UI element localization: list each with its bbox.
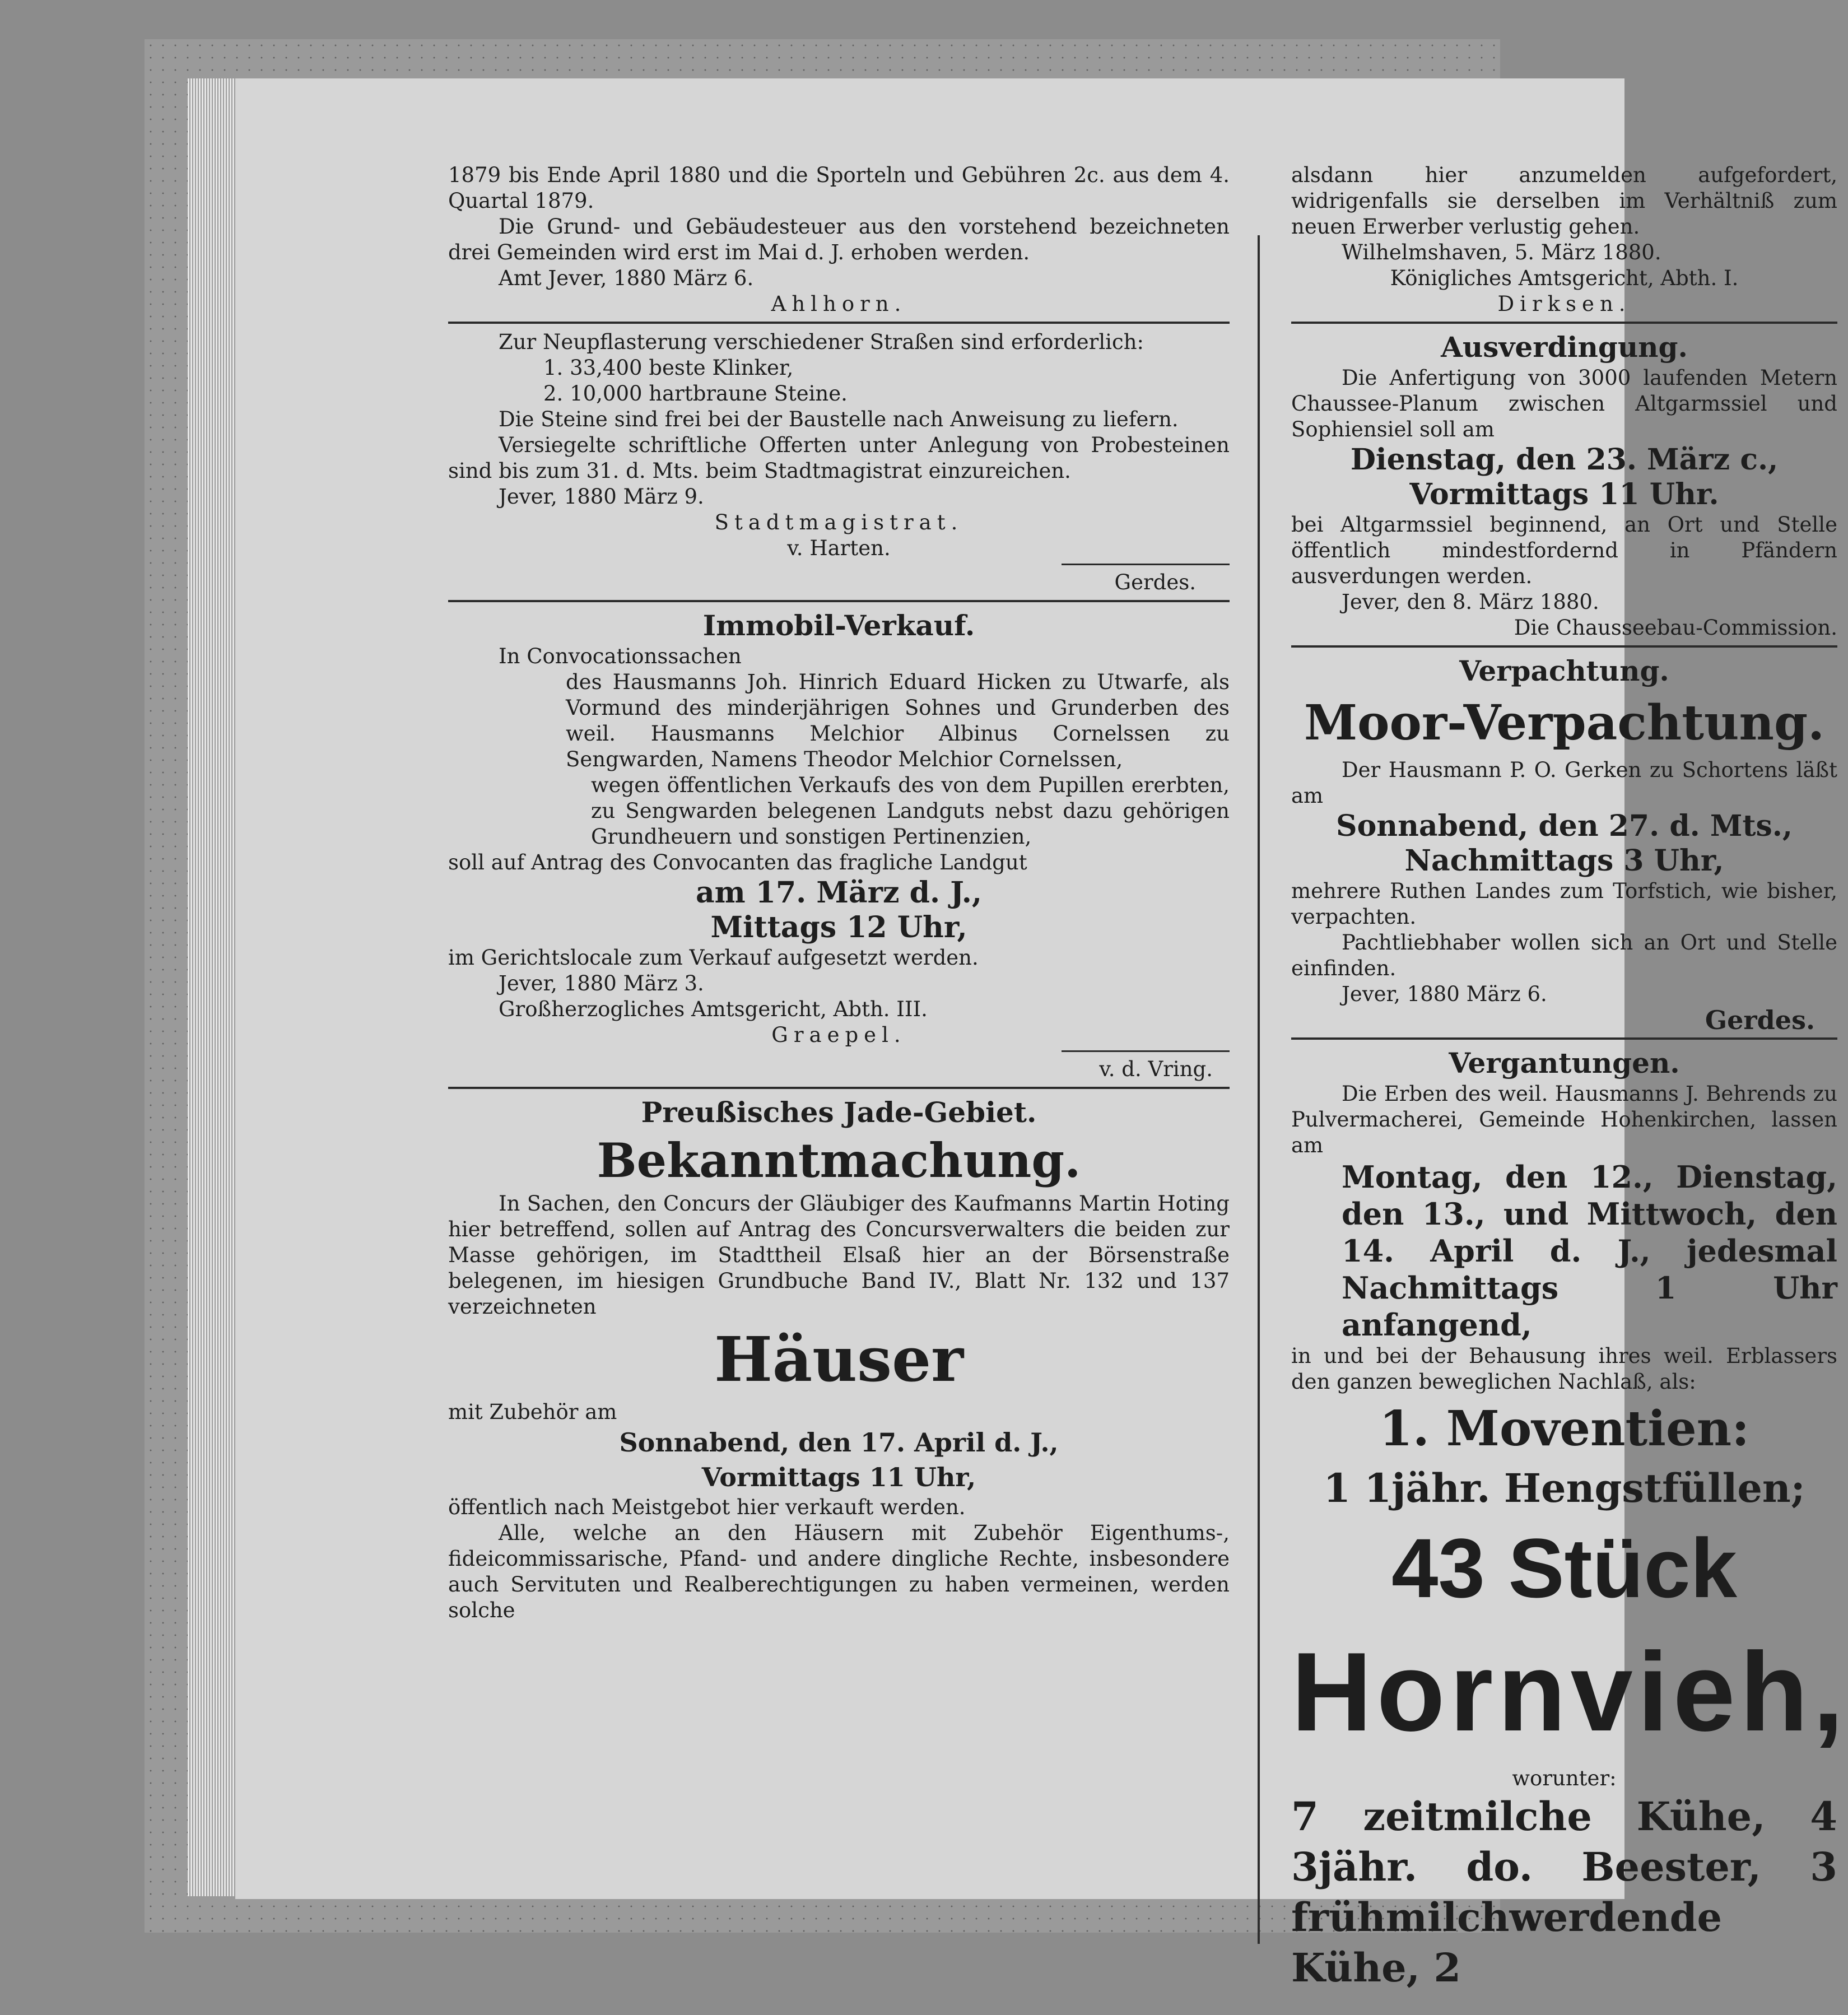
vergant-stueck: 43 Stück [1391,1521,1737,1615]
intro-date: Amt Jever, 1880 März 6. [499,266,754,290]
verp-date-2: Nachmittags 3 Uhr, [1404,844,1724,878]
vergant-moventien: 1. Moventien: [1379,1400,1749,1457]
rule [448,600,1230,602]
rule [448,322,1230,324]
ausv-text: Die Anfertigung von 3000 laufenden Metern Chaussee-Planum zwischen Altgarmssiel und Sophiensiel soll am [1291,366,1837,441]
right-column [1291,162,1848,1993]
immobil-date-1: am 17. März d. J., [695,876,982,910]
immobil-text-2: im Gerichtslocale zum Verkauf aufgesetzt werden. [448,946,979,970]
ausv-title: Ausverdingung. [1441,331,1688,364]
jade-date-1: Sonnabend, den 17. April d. J., [619,1427,1059,1458]
verp-place: Jever, 1880 März 6. [1342,982,1547,1006]
jade-heading: Preußisches Jade-Gebiet. [641,1096,1037,1129]
newspaper-page [235,78,1848,1991]
vergant-hornvieh: Hornvieh, [1291,1630,1848,1755]
intro-signature: Ahlhorn. [771,292,907,316]
immobil-title: Immobil-Verkauf. [702,609,975,642]
verp-text-2: mehrere Ruthen Landes zum Torfstich, wie bisher, verpachten. [1291,879,1837,929]
continuation-text: alsdann hier anzumelden aufgefordert, widrigenfalls sie derselben im Verhältniß zum neuen Erwerber verlustig gehen. [1291,163,1837,239]
intro-paragraph-2: Die Grund- und Gebäudesteuer aus den vorstehend bezeichneten drei Gemeinden wird erst im Mai d. J. erhoben werden. [448,215,1230,264]
rule [1291,645,1837,648]
verp-text: Der Hausmann P. O. Gerken zu Schortens läßt am [1291,758,1837,808]
continuation-signature: Dirksen. [1497,292,1631,316]
column-divider [1258,235,1260,1944]
intro-paragraph-1: 1879 bis Ende April 1880 und die Sporteln und Gebühren 2c. aus dem 4. Quartal 1879. [448,163,1230,213]
immobil-block-2: wegen öffentlichen Verkaufs des von dem Pupillen ererbten, zu Sengwarden belegenen Landguts nebst dazu gehörigen Grundheuern und sonstigen Pertinenzien, [591,773,1230,849]
continuation-date: Wilhelmshaven, 5. März 1880. [1342,240,1661,264]
immobil-block-1: des Hausmanns Joh. Hinrich Eduard Hicken zu Utwarfe, als Vormund des minderjährigen Sohnes und Grunderben des weil. Hausmanns Melchior Albinus Cornelssen zu Sengwarden, Namens Theodor Melchior Cornelssen, [566,670,1230,771]
jade-date-2: Vormittags 11 Uhr, [701,1462,976,1492]
vergant-dates: Montag, den 12., Dienstag, den 13., und Mittwoch, den 14. April d. J., jedesmal Nachmittags 1 Uhr anfangend, [1342,1159,1837,1343]
immobil-signature-2: v. d. Vring. [1099,1057,1213,1081]
vergant-kuehe: 7 zeitmilche Kühe, 4 3jähr. do. Beester, 3 frühmilchwerdende Kühe, 2 [1291,1793,1837,1991]
immobil-date-2: Mittags 12 Uhr, [710,910,967,944]
vergant-worunter: worunter: [1512,1766,1617,1790]
ausv-text-2: bei Altgarmssiel beginnend, an Ort und Stelle öffentlich mindestfordernd in Pfändern ausverdungen werden. [1291,513,1837,588]
rule [1291,322,1837,324]
vergant-hengstfuellen: 1 1jähr. Hengstfüllen; [1323,1465,1805,1511]
verp-text-3: Pachtliebhaber wollen sich an Ort und Stelle einfinden. [1291,930,1837,980]
jade-text: In Sachen, den Concurs der Gläubiger des Kaufmanns Martin Hoting hier betreffend, sollen auf Antrag des Concursverwalters die beiden zur Masse gehörigen, im Stadttheil Elsaß hier an der Börsenstraße belegenen, im hiesigen Grundbuche Band IV., Blatt Nr. 132 und 137 verzeichneten [448,1192,1230,1319]
pflaster-date: Jever, 1880 März 9. [499,485,704,509]
pflaster-signature-2: Gerdes. [1114,570,1196,594]
book-page-edges [188,78,235,1896]
left-column [448,162,1230,1623]
vergant-text: Die Erben des weil. Hausmanns J. Behrends zu Pulvermacherei, Gemeinde Hohenkirchen, lassen am [1291,1082,1837,1157]
verp-signature: Gerdes. [1705,1005,1815,1035]
immobil-line-1: In Convocationssachen [499,644,742,668]
pflaster-item-1: 1. 33,400 beste Klinker, [543,356,794,380]
ausv-signature: Die Chausseebau-Commission. [1514,616,1837,640]
signature-rule [1062,564,1230,565]
pflaster-authority: Stadtmagistrat. [714,510,963,534]
pflaster-signature-1: v. Harten. [787,536,891,560]
immobil-place: Jever, 1880 März 3. [499,971,704,995]
rule [448,1087,1230,1089]
jade-title: Bekanntmachung. [597,1133,1081,1188]
ausv-date-1: Dienstag, den 23. März c., [1350,443,1779,477]
immobil-signature-1: Graepel. [771,1023,906,1047]
continuation-court: Königliches Amtsgericht, Abth. I. [1390,266,1739,290]
pflaster-text: Zur Neupflasterung verschiedener Straßen sind erforderlich: [499,330,1144,354]
jade-text-3: öffentlich nach Meistgebot hier verkauft werden. [448,1495,966,1519]
pflaster-item-2: 2. 10,000 hartbraune Steine. [543,381,848,406]
jade-big-word: Häuser [714,1323,964,1395]
ausv-date-2: Vormittags 11 Uhr. [1409,477,1719,511]
pflaster-paragraph-2: Versiegelte schriftliche Offerten unter Anlegung von Probesteinen sind bis zum 31. d. Mts. beim Stadtmagistrat einzureichen. [448,433,1230,483]
vergant-text-2: in und bei der Behausung ihres weil. Erblassers den ganzen beweglichen Nachlaß, als: [1291,1344,1837,1394]
jade-text-4: Alle, welche an den Häusern mit Zubehör Eigenthums-, fideicommissarische, Pfand- und andere dingliche Rechte, insbesondere auch Servituten und Realberechtigungen zu haben vermeinen, werden solche [448,1521,1230,1622]
rule [1291,1037,1837,1040]
jade-text-2: mit Zubehör am [448,1400,617,1424]
immobil-text: soll auf Antrag des Convocanten das fragliche Landgut [448,850,1027,874]
signature-rule [1062,1050,1230,1052]
pflaster-paragraph-1: Die Steine sind frei bei der Baustelle nach Anweisung zu liefern. [499,407,1179,431]
verp-heading: Verpachtung. [1459,654,1669,687]
verp-date-1: Sonnabend, den 27. d. Mts., [1336,809,1793,843]
verp-title: Moor-Verpachtung. [1304,695,1825,751]
ausv-place: Jever, den 8. März 1880. [1342,590,1599,614]
vergant-title: Vergantungen. [1449,1046,1680,1079]
immobil-court: Großherzogliches Amtsgericht, Abth. III. [499,997,928,1021]
